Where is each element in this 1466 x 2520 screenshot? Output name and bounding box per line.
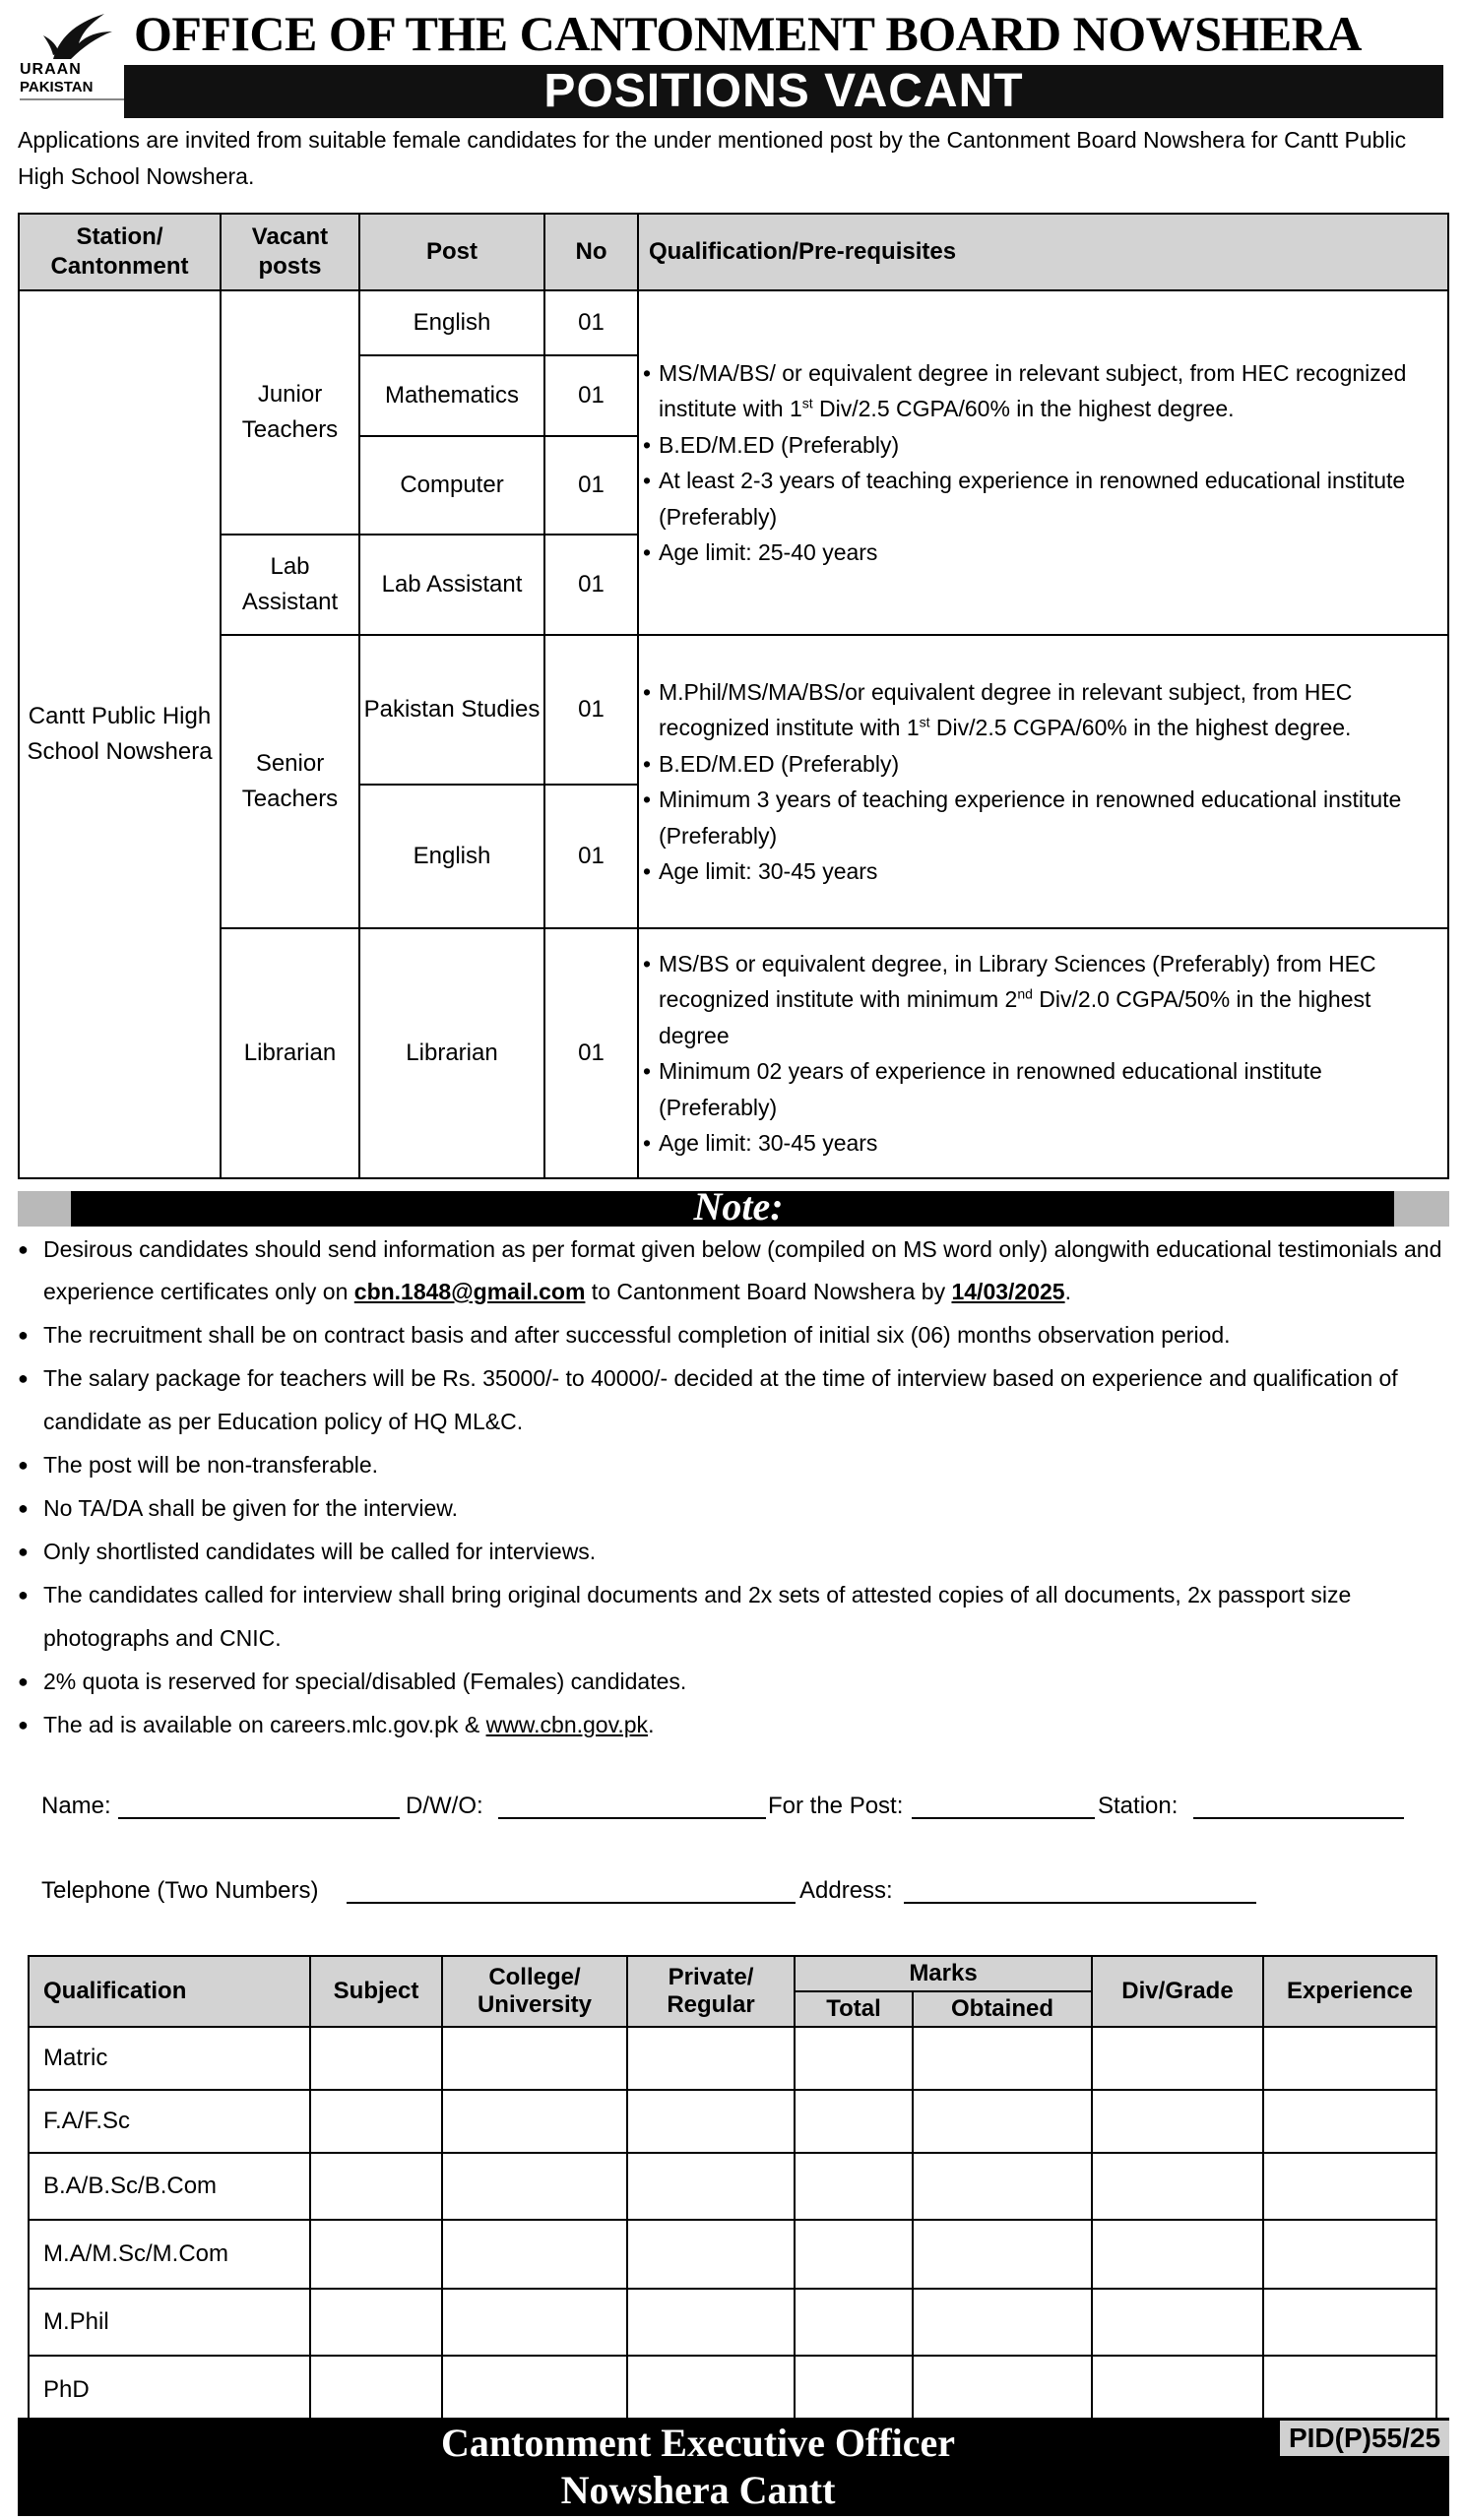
table-row — [29, 2153, 1436, 2220]
table-cell[interactable] — [1092, 2289, 1263, 2356]
footer-location: Nowshera Cantt — [560, 2468, 836, 2512]
table-cell[interactable] — [795, 2090, 913, 2153]
station-label: Station: — [1098, 1793, 1179, 1819]
table-cell[interactable] — [1263, 2090, 1436, 2153]
qualification-librarian — [638, 928, 1448, 1178]
table-cell[interactable] — [627, 2027, 795, 2090]
table-cell[interactable] — [1263, 2027, 1436, 2090]
table-cell[interactable] — [913, 2289, 1092, 2356]
table-cell[interactable] — [1092, 2090, 1263, 2153]
header-subject: Subject — [310, 1956, 442, 2027]
header-qualification: Qualification/Pre-requisites — [638, 214, 1448, 290]
list-item: ● No TA/DA shall be given for the interview. — [18, 1486, 1455, 1530]
station-field[interactable] — [1193, 1794, 1404, 1819]
list-item: • B.ED/M.ED (Preferably) — [643, 746, 1437, 783]
list-item: ● Desirous candidates should send information as per format given below (compiled on MS word only) alongwith educational testimonials and experience certificates only on cbn.1848@gmail.com to Cantonment Board Nowshera by 14/03/2025. — [18, 1228, 1455, 1313]
table-cell[interactable] — [310, 2027, 442, 2090]
post-english: English — [359, 785, 544, 928]
header-post: Post — [359, 214, 544, 290]
table-row — [29, 2220, 1436, 2289]
header-vacant-posts: Vacant posts — [221, 214, 359, 290]
table-cell[interactable] — [627, 2356, 795, 2425]
logo-text-top: URAAN — [20, 61, 82, 78]
note-title: Note: — [693, 1184, 784, 1228]
table-row — [19, 290, 1448, 355]
list-item: • Age limit: 25-40 years — [643, 535, 1437, 571]
note-bar-left — [18, 1191, 71, 1227]
table-cell[interactable] — [310, 2289, 442, 2356]
table-cell[interactable] — [795, 2356, 913, 2425]
row-label: Matric — [29, 2027, 310, 2090]
header-experience: Experience — [1263, 1956, 1436, 2027]
table-row — [29, 2027, 1436, 2090]
list-item: ● The salary package for teachers will be Rs. 35000/- to 40000/- decided at the time of interview based on experience and qualification of candidate as per Education policy of HQ ML&C. — [18, 1356, 1455, 1443]
row-label: M.A/M.Sc/M.Com — [29, 2220, 310, 2289]
post-count: 01 — [544, 535, 638, 635]
post-lab-assistant: Lab Assistant — [359, 535, 544, 635]
list-item: ● The post will be non-transferable. — [18, 1443, 1455, 1486]
dwo-field[interactable] — [498, 1794, 766, 1819]
footer-officer-title: Cantonment Executive Officer — [440, 2421, 956, 2465]
footer — [18, 2418, 1449, 2516]
row-label: PhD — [29, 2356, 310, 2425]
list-item: ● The candidates called for interview shall bring original documents and 2x sets of attested copies of all documents, 2x passport size photographs and CNIC. — [18, 1573, 1455, 1660]
table-cell[interactable] — [442, 2220, 627, 2289]
name-label: Name: — [41, 1793, 111, 1819]
table-cell[interactable] — [795, 2220, 913, 2289]
header-private-regular: Private/ Regular — [627, 1956, 795, 2027]
post-count: 01 — [544, 436, 638, 535]
intro-paragraph: Applications are invited from suitable female candidates for the under mentioned post by the Cantonment Board Nowshera for Cantt Public High School Nowshera. — [18, 127, 1407, 189]
table-cell[interactable] — [442, 2356, 627, 2425]
table-cell[interactable] — [627, 2220, 795, 2289]
row-label: F.A/F.Sc — [29, 2090, 310, 2153]
positions-vacant-banner: POSITIONS VACANT — [124, 65, 1443, 118]
table-cell[interactable] — [795, 2153, 913, 2220]
notes-list — [18, 1228, 1455, 1746]
group-librarian: Librarian — [221, 928, 359, 1178]
post-computer: Computer — [359, 436, 544, 535]
list-item: • M.Phil/MS/MA/BS/or equivalent degree in relevant subject, from HEC recognized institute with 1st Div/2.5 CGPA/60% in the highest degree. — [643, 674, 1437, 746]
uraan-pakistan-logo — [14, 10, 130, 108]
address-label: Address: — [799, 1877, 893, 1904]
table-cell[interactable] — [913, 2153, 1092, 2220]
list-item: ● 2% quota is reserved for special/disabled (Females) candidates. — [18, 1660, 1455, 1703]
table-cell[interactable] — [1263, 2356, 1436, 2425]
table-cell[interactable] — [442, 2090, 627, 2153]
posts-table-header — [19, 214, 1448, 290]
post-count: 01 — [544, 290, 638, 355]
table-cell[interactable] — [627, 2289, 795, 2356]
post-english: English — [359, 290, 544, 355]
qualification-senior — [638, 635, 1448, 928]
post-count: 01 — [544, 785, 638, 928]
address-field[interactable] — [904, 1878, 1256, 1904]
qualification-form-table — [28, 1955, 1437, 2426]
table-row — [29, 2090, 1436, 2153]
table-cell[interactable] — [795, 2289, 913, 2356]
table-row — [19, 635, 1448, 785]
table-cell[interactable] — [913, 2220, 1092, 2289]
group-senior-teachers: Senior Teachers — [221, 635, 359, 928]
list-item: ● Only shortlisted candidates will be called for interviews. — [18, 1530, 1455, 1573]
row-label: B.A/B.Sc/B.Com — [29, 2153, 310, 2220]
list-item: • At least 2-3 years of teaching experience in renowned educational institute (Preferably) — [643, 463, 1437, 535]
table-cell[interactable] — [1263, 2289, 1436, 2356]
table-row — [29, 2356, 1436, 2425]
header-station: Station/ Cantonment — [19, 214, 221, 290]
office-title: OFFICE OF THE CANTONMENT BOARD NOWSHERA — [134, 6, 1362, 61]
header-div-grade: Div/Grade — [1092, 1956, 1263, 2027]
table-cell[interactable] — [1092, 2153, 1263, 2220]
table-cell[interactable] — [1263, 2153, 1436, 2220]
telephone-label: Telephone (Two Numbers) — [41, 1877, 319, 1904]
table-cell[interactable] — [310, 2356, 442, 2425]
deadline-date: 14/03/2025 — [951, 1279, 1065, 1304]
list-item: • Age limit: 30-45 years — [643, 1125, 1437, 1162]
list-item: ● The ad is available on careers.mlc.gov.pk & www.cbn.gov.pk. — [18, 1703, 1455, 1746]
post-mathematics: Mathematics — [359, 355, 544, 436]
post-count: 01 — [544, 635, 638, 785]
group-lab-assistant: Lab Assistant — [221, 535, 359, 635]
list-item: • B.ED/M.ED (Preferably) — [643, 427, 1437, 464]
table-cell[interactable] — [1092, 2027, 1263, 2090]
table-cell[interactable] — [627, 2153, 795, 2220]
telephone-field[interactable] — [347, 1878, 796, 1904]
note-bar-right — [1394, 1191, 1449, 1227]
header-qualification: Qualification — [29, 1956, 310, 2027]
name-field[interactable] — [118, 1794, 400, 1819]
table-row — [29, 2289, 1436, 2356]
header-no: No — [544, 214, 638, 290]
logo-underline — [20, 98, 128, 100]
table-cell[interactable] — [913, 2090, 1092, 2153]
station-cell: Cantt Public High School Nowshera — [19, 290, 221, 1178]
header-total: Total — [795, 1991, 913, 2027]
table-cell[interactable] — [310, 2090, 442, 2153]
qualification-junior — [638, 290, 1448, 635]
table-cell[interactable] — [627, 2090, 795, 2153]
list-item: • Minimum 3 years of teaching experience in renowned educational institute (Preferably) — [643, 782, 1437, 853]
table-cell[interactable] — [442, 2289, 627, 2356]
table-cell[interactable] — [442, 2153, 627, 2220]
post-pakistan-studies: Pakistan Studies — [359, 635, 544, 785]
post-field[interactable] — [912, 1794, 1095, 1819]
website-link[interactable]: www.cbn.gov.pk — [485, 1712, 649, 1737]
header-college: College/ University — [442, 1956, 627, 2027]
post-count: 01 — [544, 928, 638, 1178]
table-cell[interactable] — [442, 2027, 627, 2090]
table-cell[interactable] — [310, 2153, 442, 2220]
pid-code: PID(P)55/25 — [1280, 2421, 1449, 2456]
posts-table — [18, 213, 1449, 1179]
post-label: For the Post: — [768, 1793, 904, 1819]
dwo-label: D/W/O: — [406, 1793, 483, 1819]
post-count: 01 — [544, 355, 638, 436]
table-cell[interactable] — [1092, 2220, 1263, 2289]
logo-text-bottom: PAKISTAN — [20, 79, 94, 95]
table-cell[interactable] — [913, 2027, 1092, 2090]
group-junior-teachers: Junior Teachers — [221, 290, 359, 535]
list-item: ● The recruitment shall be on contract basis and after successful completion of initial six (06) months observation period. — [18, 1313, 1455, 1356]
table-cell[interactable] — [1092, 2356, 1263, 2425]
table-cell[interactable] — [795, 2027, 913, 2090]
row-label: M.Phil — [29, 2289, 310, 2356]
header-marks: Marks — [795, 1956, 1092, 1991]
email-link[interactable]: cbn.1848@gmail.com — [353, 1279, 586, 1304]
list-item: • Age limit: 30-45 years — [643, 853, 1437, 890]
header-obtained: Obtained — [913, 1991, 1092, 2027]
list-item: • MS/MA/BS/ or equivalent degree in relevant subject, from HEC recognized institute with 1st Div/2.5 CGPA/60% in the highest degree. — [643, 355, 1437, 427]
table-cell[interactable] — [913, 2356, 1092, 2425]
post-librarian: Librarian — [359, 928, 544, 1178]
bird-logo-icon — [14, 10, 130, 63]
list-item: • MS/BS or equivalent degree, in Library Sciences (Preferably) from HEC recognized institute with minimum 2nd Div/2.0 CGPA/50% in the highest degree — [643, 946, 1437, 1054]
list-item: • Minimum 02 years of experience in renowned educational institute (Preferably) — [643, 1053, 1437, 1125]
table-cell[interactable] — [310, 2220, 442, 2289]
table-row — [19, 928, 1448, 1178]
table-cell[interactable] — [1263, 2220, 1436, 2289]
